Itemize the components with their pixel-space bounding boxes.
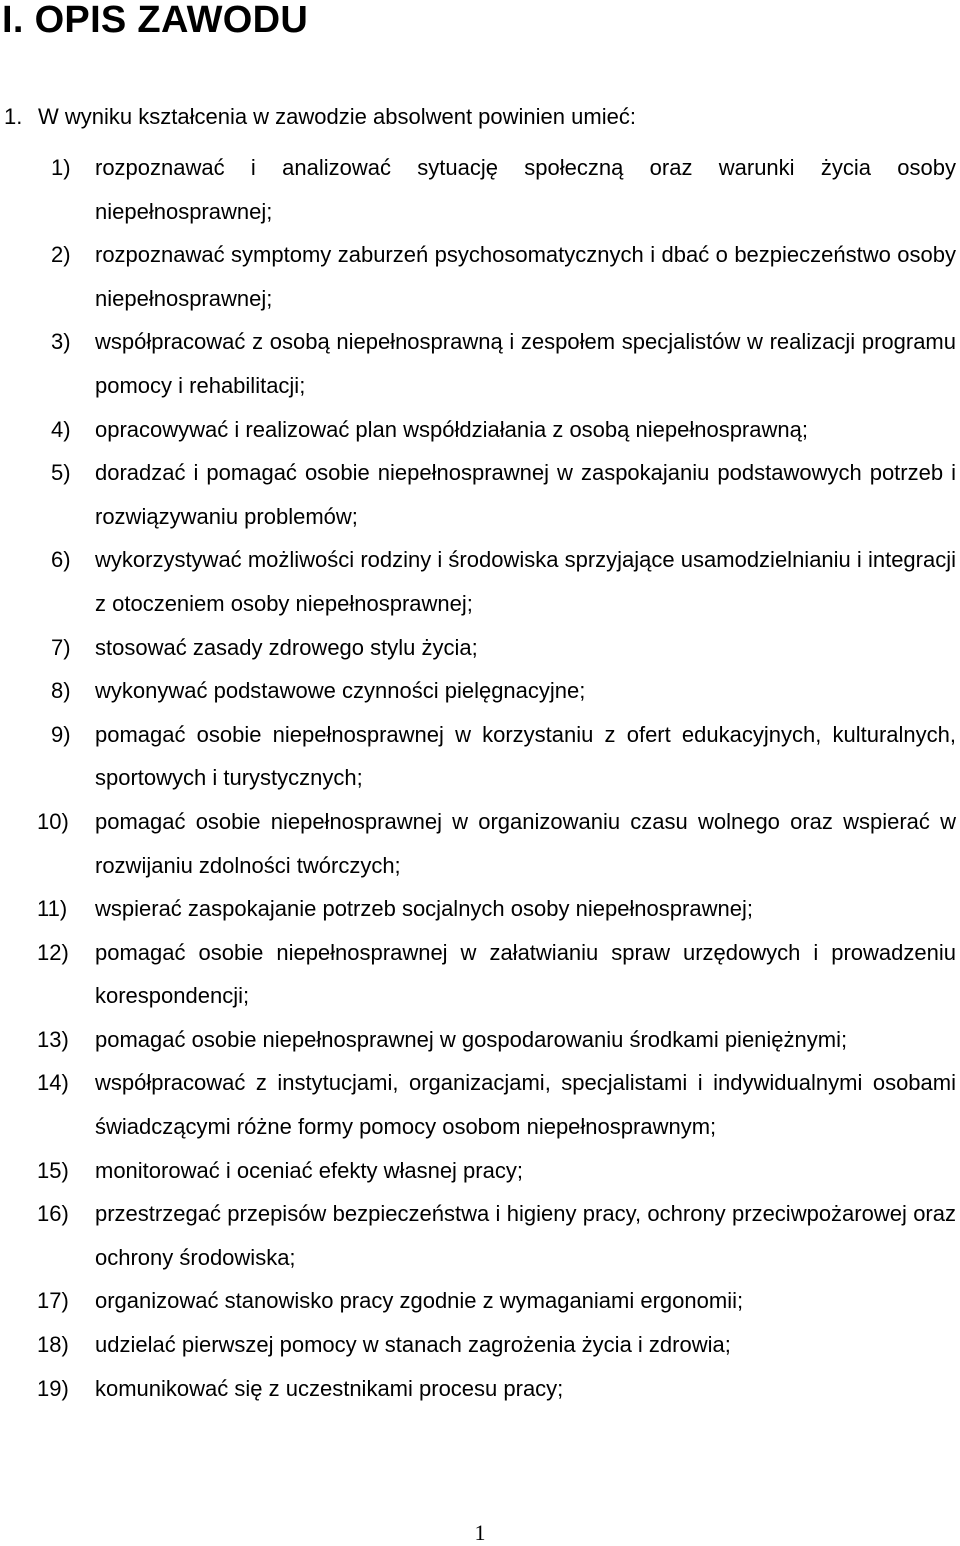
item-number: 19) xyxy=(37,1375,69,1401)
intro-line xyxy=(4,102,636,132)
list-item xyxy=(0,713,960,800)
item-text: rozpoznawać i analizować sytuację społeczną oraz warunki życia osoby niepełnosprawnej; xyxy=(95,155,956,224)
item-text: doradzać i pomagać osobie niepełnosprawnej w zaspokajaniu podstawowych potrzeb i rozwiązywaniu problemów; xyxy=(95,460,956,529)
list-item xyxy=(0,1061,960,1148)
item-text: udzielać pierwszej pomocy w stanach zagrożenia życia i zdrowia; xyxy=(95,1332,731,1358)
item-text: monitorować i oceniać efekty własnej pracy; xyxy=(95,1157,523,1183)
item-text: organizować stanowisko pracy zgodnie z wymaganiami ergonomii; xyxy=(95,1288,744,1314)
list-item xyxy=(0,451,960,538)
list-item xyxy=(0,538,960,625)
list-item xyxy=(0,1018,960,1062)
item-number: 7) xyxy=(51,634,71,660)
list-item xyxy=(0,320,960,407)
intro-number: 1. xyxy=(4,104,23,129)
item-number: 11) xyxy=(37,896,68,922)
intro-text: W wyniku kształcenia w zawodzie absolwent powinien umieć: xyxy=(38,104,636,129)
list-item xyxy=(0,931,960,1018)
item-number: 12) xyxy=(37,939,69,965)
list-item xyxy=(0,408,960,452)
list-item xyxy=(0,1192,960,1279)
item-number: 14) xyxy=(37,1070,69,1096)
item-text: komunikować się z uczestnikami procesu pracy; xyxy=(95,1375,564,1401)
item-text: pomagać osobie niepełnosprawnej w gospodarowaniu środkami pieniężnymi; xyxy=(95,1026,848,1052)
item-text: współpracować z osobą niepełnosprawną i zespołem specjalistów w realizacji programu pomocy i rehabilitacji; xyxy=(95,329,956,398)
item-number: 1) xyxy=(51,155,71,180)
item-number: 9) xyxy=(51,721,71,747)
list-item xyxy=(0,669,960,713)
list-item xyxy=(0,626,960,670)
item-text: wspierać zaspokajanie potrzeb socjalnych osoby niepełnosprawnej; xyxy=(95,896,753,922)
list-item xyxy=(0,887,960,931)
item-number: 17) xyxy=(37,1288,69,1314)
item-number: 16) xyxy=(37,1201,69,1227)
item-number: 6) xyxy=(51,547,71,573)
item-text: wykorzystywać możliwości rodziny i środowiska sprzyjające usamodzielnianiu i integracji z otoczeniem osoby niepełnosprawnej; xyxy=(95,547,956,616)
item-number: 2) xyxy=(51,242,71,268)
list-item xyxy=(0,800,960,887)
item-number: 3) xyxy=(51,329,71,355)
item-text: wykonywać podstawowe czynności pielęgnacyjne; xyxy=(95,678,586,704)
skills-list xyxy=(0,146,960,1410)
item-text: pomagać osobie niepełnosprawnej w organizowaniu czasu wolnego oraz wspierać w rozwijaniu zdolności twórczych; xyxy=(95,808,956,878)
item-text: stosować zasady zdrowego stylu życia; xyxy=(95,634,478,660)
item-number: 8) xyxy=(51,678,71,704)
item-text: współpracować z instytucjami, organizacjami, specjalistami i indywidualnymi osobami świadczącymi różne formy pomocy osobom niepełnosprawnym; xyxy=(95,1070,956,1140)
item-text: przestrzegać przepisów bezpieczeństwa i higieny pracy, ochrony przeciwpożarowej oraz ochrony środowiska; xyxy=(95,1201,956,1270)
item-number: 13) xyxy=(37,1026,69,1052)
list-item xyxy=(0,146,960,233)
item-number: 5) xyxy=(51,460,71,486)
item-number: 4) xyxy=(51,416,71,442)
item-number: 10) xyxy=(37,808,69,834)
list-item xyxy=(0,1323,960,1367)
item-number: 15) xyxy=(37,1157,69,1183)
page-title: I. OPIS ZAWODU xyxy=(2,0,309,41)
page-number: 1 xyxy=(474,1520,486,1545)
item-text: rozpoznawać symptomy zaburzeń psychosomatycznych i dbać o bezpieczeństwo osoby niepełnosprawnej; xyxy=(95,242,956,311)
list-item xyxy=(0,1279,960,1323)
item-text: pomagać osobie niepełnosprawnej w korzystaniu z ofert edukacyjnych, kulturalnych, sportowych i turystycznych; xyxy=(95,721,956,791)
list-item xyxy=(0,1149,960,1193)
list-item xyxy=(0,1367,960,1411)
list-item xyxy=(0,233,960,320)
item-number: 18) xyxy=(37,1332,69,1358)
item-text: opracowywać i realizować plan współdziałania z osobą niepełnosprawną; xyxy=(95,416,808,442)
item-text: pomagać osobie niepełnosprawnej w załatwianiu spraw urzędowych i prowadzeniu korespondencji; xyxy=(95,939,956,1009)
